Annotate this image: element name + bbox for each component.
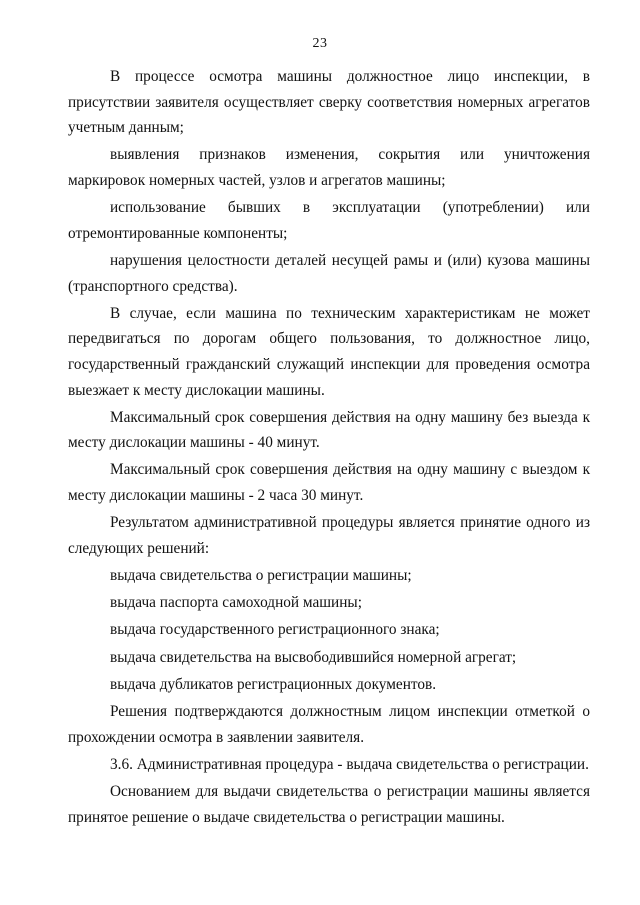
paragraph-time-with-trip: Максимальный срок совершения действия на одну машину с выездом к месту дислокации машины - 2 часа 30 минут. [68, 461, 590, 505]
paragraph-used-components: использование бывших в эксплуатации (употреблении) или отремонтированные компоненты; [68, 199, 590, 242]
paragraph-issuance-basis: Основанием для выдачи свидетельства о регистрации машины является принятое решение о выдаче свидетельства о регистрации машины. [68, 782, 590, 826]
list-item-machine-passport: выдача паспорта самоходной машины; [110, 594, 362, 612]
list-item-released-unit-certificate: выдача свидетельства на высвободившийся номерной агрегат; [110, 648, 517, 666]
list-item-duplicate-documents: выдача дубликатов регистрационных документов. [110, 675, 437, 693]
paragraph-marking-changes: выявления признаков изменения, сокрытия или уничтожения маркировок номерных частей, узлов и агрегатов машины; [68, 146, 590, 189]
page-number: 23 [312, 36, 328, 51]
document-body [68, 64, 590, 830]
list-item-registration-certificate: выдача свидетельства о регистрации машины; [110, 567, 412, 585]
section-heading-3-6: 3.6. Административная процедура - выдача свидетельства о регистрации. [110, 755, 589, 773]
paragraph-offsite-inspection: В случае, если машина по техническим характеристикам не может передвигаться по дорогам общего пользования, то должностное лицо, государственный гражданский служащий инспекции для проведения осмотра выезжает к месту дислокации машины. [68, 304, 590, 399]
paragraph-inspection-procedure: В процессе осмотра машины должностное лицо инспекции, в присутствии заявителя осуществляет сверку соответствия номерных агрегатов учетным данным; [68, 68, 590, 137]
paragraph-decision-confirmation: Решения подтверждаются должностным лицом инспекции отметкой о прохождении осмотра в заявлении заявителя. [68, 702, 590, 746]
list-item-registration-plate: выдача государственного регистрационного знака; [110, 621, 440, 639]
paragraph-result-decisions: Результатом административной процедуры является принятие одного из следующих решений: [68, 514, 590, 557]
paragraph-frame-damage: нарушения целостности деталей несущей рамы и (или) кузова машины (транспортного средства). [68, 251, 590, 295]
paragraph-time-without-trip: Максимальный срок совершения действия на одну машину без выезда к месту дислокации машины - 40 минут. [68, 408, 590, 452]
